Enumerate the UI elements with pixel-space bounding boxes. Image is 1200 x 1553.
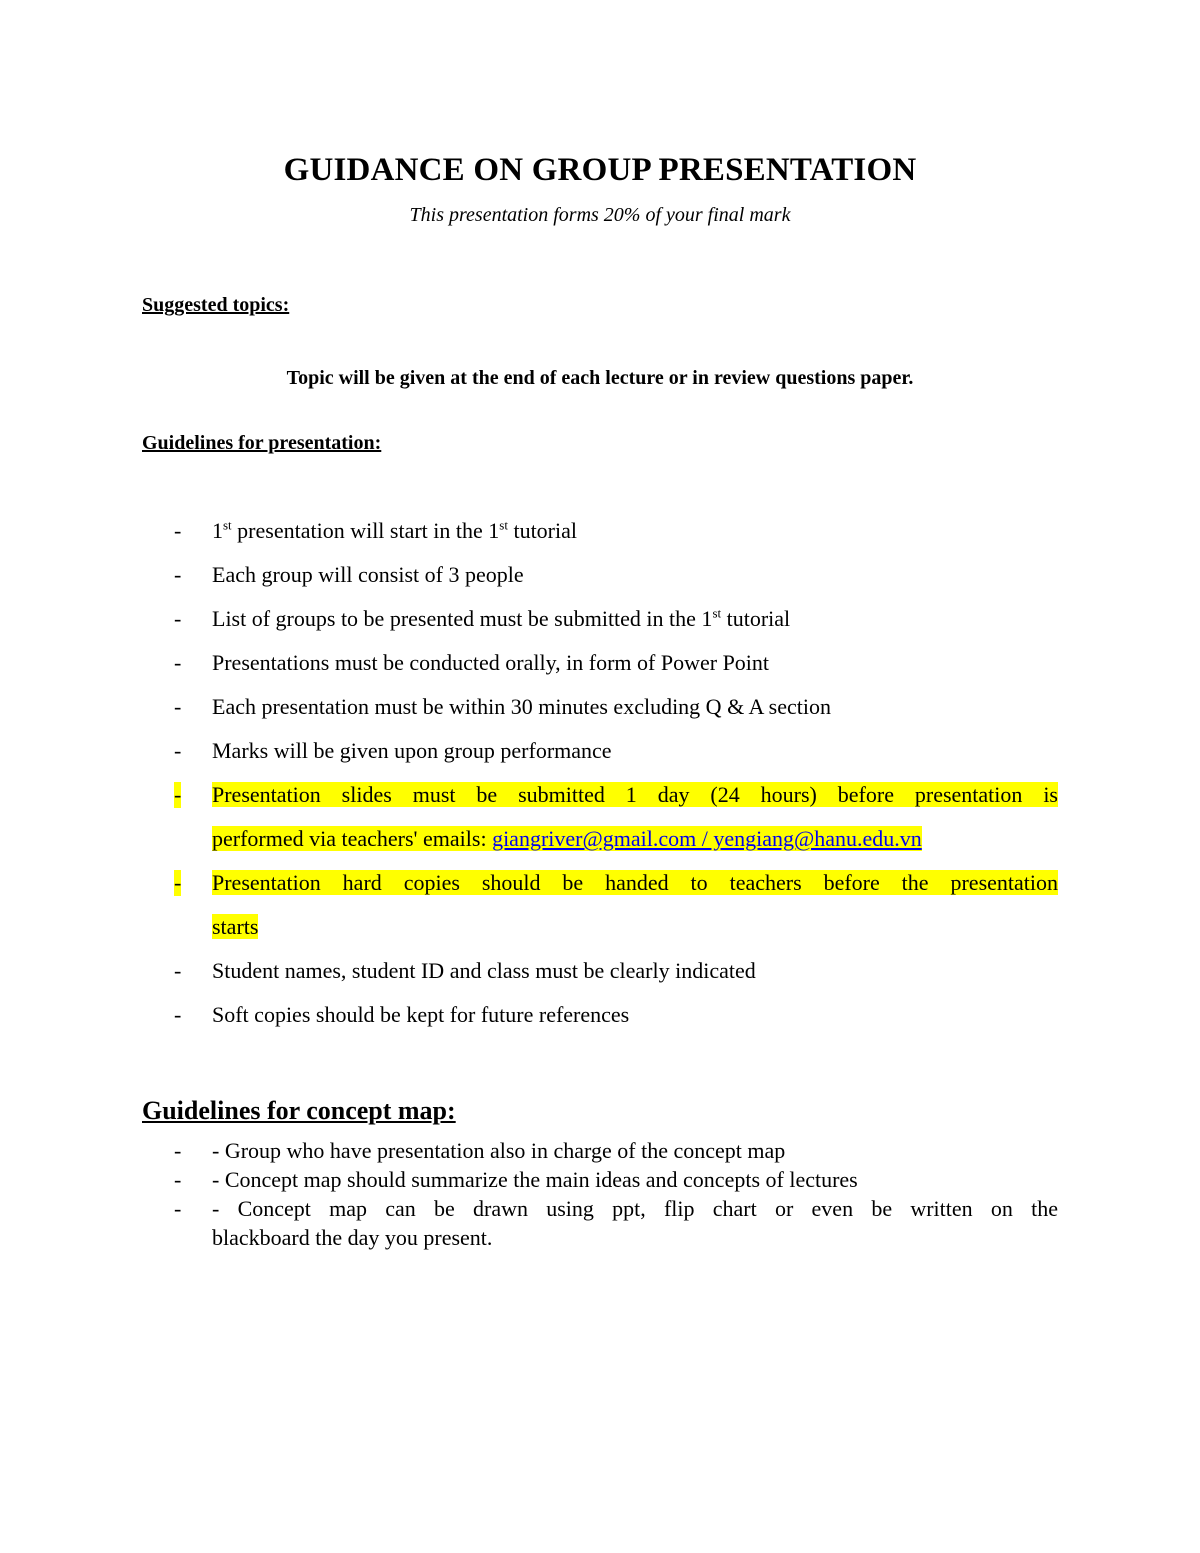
bullet-dash: -: [174, 694, 182, 719]
bullet-dash: -: [174, 1002, 182, 1027]
list-item-text: Presentation hard copies should be handed to teachers before the presentation: [212, 870, 1058, 895]
list-item-text: blackboard the day you present.: [212, 1225, 493, 1250]
bullet-dash: -: [174, 562, 182, 587]
list-item-text: - Concept map can be drawn using ppt, flip chart or even be written on the: [212, 1196, 1058, 1221]
list-item-text: Marks will be given upon group performance: [212, 738, 612, 763]
list-item-text: - Group who have presentation also in charge of the concept map: [212, 1138, 786, 1163]
list-item-text: Each presentation must be within 30 minutes excluding Q & A section: [212, 694, 831, 719]
list-item-text: performed via teachers' emails:: [212, 826, 493, 851]
list-item-text: starts: [212, 914, 259, 939]
bullet-dash: -: [174, 738, 182, 763]
suggested-topics-text: Topic will be given at the end of each lecture or in review questions paper.: [286, 367, 914, 389]
bullet-dash: -: [174, 870, 182, 895]
presentation-guidelines-heading: Guidelines for presentation:: [142, 432, 382, 454]
list-item-text: - Concept map should summarize the main ideas and concepts of lectures: [212, 1167, 858, 1192]
list-item-text: Presentations must be conducted orally, in form of Power Point: [212, 650, 770, 675]
teacher-emails-link[interactable]: giangriver@gmail.com / yengiang@hanu.edu.vn: [492, 826, 922, 851]
bullet-dash: -: [174, 650, 182, 675]
bullet-dash: -: [174, 1196, 182, 1221]
concept-map-guidelines-heading: Guidelines for concept map:: [142, 1096, 456, 1125]
bullet-dash: -: [174, 606, 182, 631]
bullet-dash: -: [174, 782, 182, 807]
bullet-dash: -: [174, 518, 182, 543]
document-title: GUIDANCE ON GROUP PRESENTATION: [283, 152, 917, 188]
list-item-text: Presentation slides must be submitted 1 day (24 hours) before presentation is: [212, 782, 1058, 807]
list-item-text: Soft copies should be kept for future references: [212, 1002, 630, 1027]
list-item-text: 1st presentation will start in the 1st tutorial: [212, 517, 577, 543]
bullet-dash: -: [174, 1138, 182, 1163]
bullet-dash: -: [174, 958, 182, 983]
list-item-text: Each group will consist of 3 people: [212, 562, 524, 587]
list-item-text: List of groups to be presented must be submitted in the 1st tutorial: [212, 605, 791, 631]
document-subtitle: This presentation forms 20% of your final mark: [409, 204, 791, 226]
bullet-dash: -: [174, 1167, 182, 1192]
suggested-topics-heading: Suggested topics:: [142, 294, 290, 316]
list-item-text: Student names, student ID and class must be clearly indicated: [212, 958, 756, 983]
